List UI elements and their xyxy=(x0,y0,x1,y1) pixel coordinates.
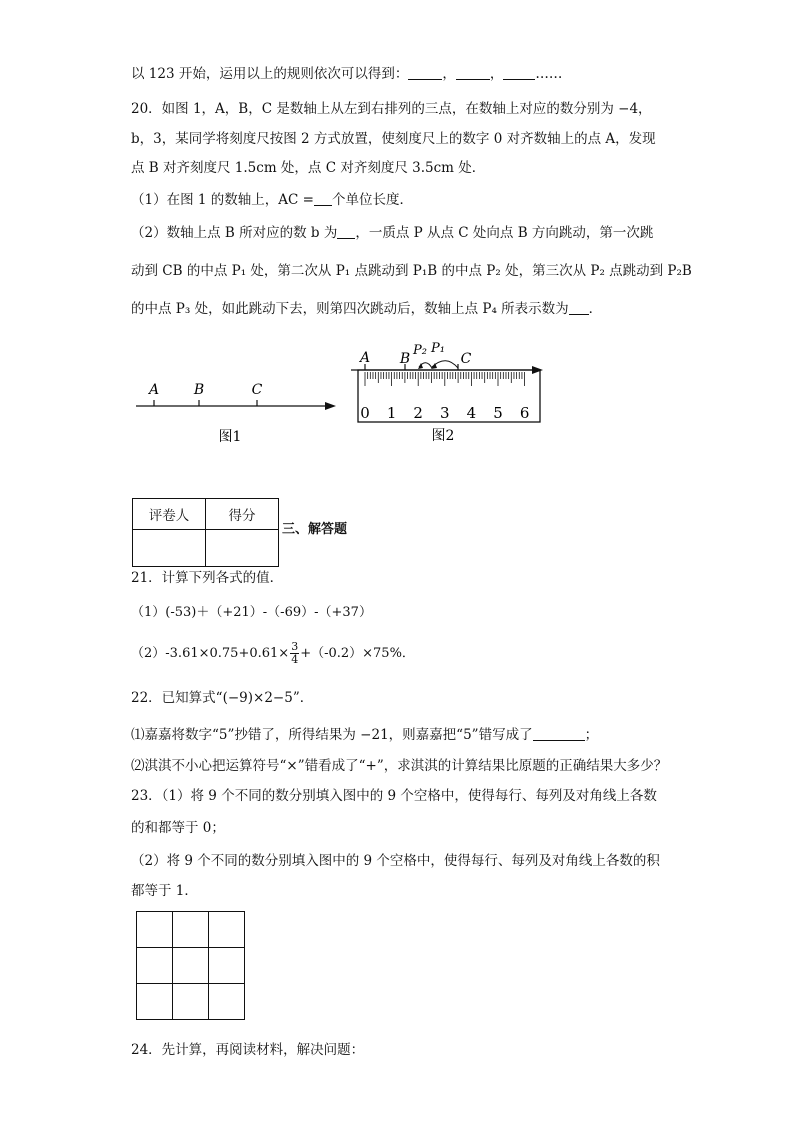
answer-blank-ac xyxy=(314,191,332,206)
label-a: A xyxy=(148,382,160,398)
q20-part1 xyxy=(131,190,413,210)
label-c: C xyxy=(460,351,472,367)
grid-cell xyxy=(209,948,245,984)
q21-title: 21．计算下列各式的值． xyxy=(131,570,284,586)
grid-cell xyxy=(173,984,209,1020)
grid-cell xyxy=(137,948,173,984)
q23-part2-line2: 都等于 1． xyxy=(131,883,198,899)
period: ． xyxy=(588,301,603,317)
ruler-number-6: 6 xyxy=(519,404,530,422)
score-table xyxy=(132,498,279,567)
separator: ， xyxy=(489,66,504,82)
section3-title: 三、解答题 xyxy=(282,522,348,537)
grid-cell xyxy=(209,984,245,1020)
answer-grid xyxy=(136,911,245,1020)
ellipsis: …… xyxy=(535,66,563,82)
figure1-number-line xyxy=(130,370,350,450)
q23-part1-line1: 23．（1）将 9 个不同的数分别填入图中的 9 个空格中，使得每行、每列及对角线上各数 xyxy=(131,788,657,804)
figure1-caption: 图1 xyxy=(218,429,242,445)
q21-part2-text-b: +（-0.2）×75%． xyxy=(300,646,415,661)
ruler-number-0: 0 xyxy=(360,404,370,422)
q20-part2-line3-text: 的中点 P₃ 处，如此跳动下去，则第四次跳动后，数轴上点 P₄ 所表示数为 xyxy=(131,301,569,317)
fraction-three-quarters xyxy=(290,641,299,666)
answer-blank-1 xyxy=(408,65,442,80)
q22-part1-text: ⑴嘉嘉将数字“5”抄错了，所得结果为 −21，则嘉嘉把“5”错写成了 xyxy=(131,727,533,743)
q22-part2: ⑵淇淇不小心把运算符号“×”错看成了“+”，求淇淇的计算结果比原题的正确结果大多少？ xyxy=(131,758,668,774)
ruler-number-2: 2 xyxy=(413,404,423,422)
q20-part2-line1 xyxy=(131,223,653,243)
grid-cell xyxy=(137,912,173,948)
q20-part1-text: （1）在图 1 的数轴上，AC = xyxy=(131,192,314,208)
q20-part2-line2: 动到 CB 的中点 P₁ 处，第二次从 P₁ 点跳动到 P₁B 的中点 P₂ 处，第三次从 P₂ 点跳动到 P₂B xyxy=(131,263,692,279)
q20-line1: 20．如图 1，A，B，C 是数轴上从左到右排列的三点，在数轴上对应的数分别为 −4， xyxy=(131,101,652,117)
figure2-ruler xyxy=(345,340,555,450)
semicolon: ； xyxy=(584,727,599,743)
grader-cell xyxy=(133,530,206,567)
fraction-denominator: 4 xyxy=(291,653,299,666)
label-p2: P₂ xyxy=(413,343,427,358)
label-c: C xyxy=(251,382,263,398)
axis-arrow-icon xyxy=(325,402,336,410)
header-grader: 评卷人 xyxy=(133,499,206,530)
grid-cell xyxy=(173,912,209,948)
q20-part1-suffix: 个单位长度． xyxy=(331,192,413,208)
q21-part2 xyxy=(131,640,415,668)
q22-part1 xyxy=(131,725,598,745)
label-a: A xyxy=(359,350,371,366)
q23-part1-line2: 的和都等于 0； xyxy=(131,820,225,836)
q24-title: 24．先计算，再阅读材料，解决问题： xyxy=(131,1042,365,1058)
grid-cell xyxy=(137,984,173,1020)
ruler-number-3: 3 xyxy=(440,404,450,422)
fraction-numerator: 3 xyxy=(291,640,299,653)
answer-blank-p4 xyxy=(569,300,589,315)
q20-part2-text: （2）数轴上点 B 所对应的数 b 为 xyxy=(131,225,338,241)
q22-title: 22．已知算式“(−9)×2−5”． xyxy=(131,690,314,706)
ruler-ticks xyxy=(365,372,525,386)
grid-cell xyxy=(173,948,209,984)
answer-blank-q22 xyxy=(533,726,585,741)
q20-part2-text-b: ，一质点 P 从点 C 处向点 B 方向跳动，第一次跳 xyxy=(355,225,654,241)
q23-part2-line1: （2）将 9 个不同的数分别填入图中的 9 个空格中，使得每行、每列及对角线上各数的积 xyxy=(131,853,660,869)
label-b: B xyxy=(193,382,205,398)
separator: ， xyxy=(442,66,456,82)
q20-part2-line3 xyxy=(131,299,602,319)
ruler-number-5: 5 xyxy=(493,404,503,422)
score-cell xyxy=(206,530,279,567)
q21-part1: （1）(-53)＋（+21）-（-69）-（+37） xyxy=(131,605,372,620)
answer-blank-3 xyxy=(503,65,535,80)
label-b: B xyxy=(399,351,411,367)
answer-blank-2 xyxy=(456,65,490,80)
q20-line2: b，3，某同学将刻度尺按图 2 方式放置，使刻度尺上的数字 0 对齐数轴上的点 A，发现 xyxy=(131,131,656,147)
ruler-number-4: 4 xyxy=(466,404,477,422)
header-score: 得分 xyxy=(206,499,279,530)
top-line xyxy=(131,64,562,84)
q20-line3: 点 B 对齐刻度尺 1.5cm 处，点 C 对齐刻度尺 3.5cm 处． xyxy=(131,160,486,176)
q21-part2-text: （2）-3.61×0.75+0.61× xyxy=(131,646,290,661)
ruler-number-1: 1 xyxy=(386,404,397,422)
figure2-caption: 图2 xyxy=(431,428,455,444)
top-line-text: 以 123 开始，运用以上的规则依次可以得到： xyxy=(131,66,409,82)
label-p1: P₁ xyxy=(431,341,445,356)
answer-blank-b xyxy=(337,224,355,239)
grid-cell xyxy=(209,912,245,948)
